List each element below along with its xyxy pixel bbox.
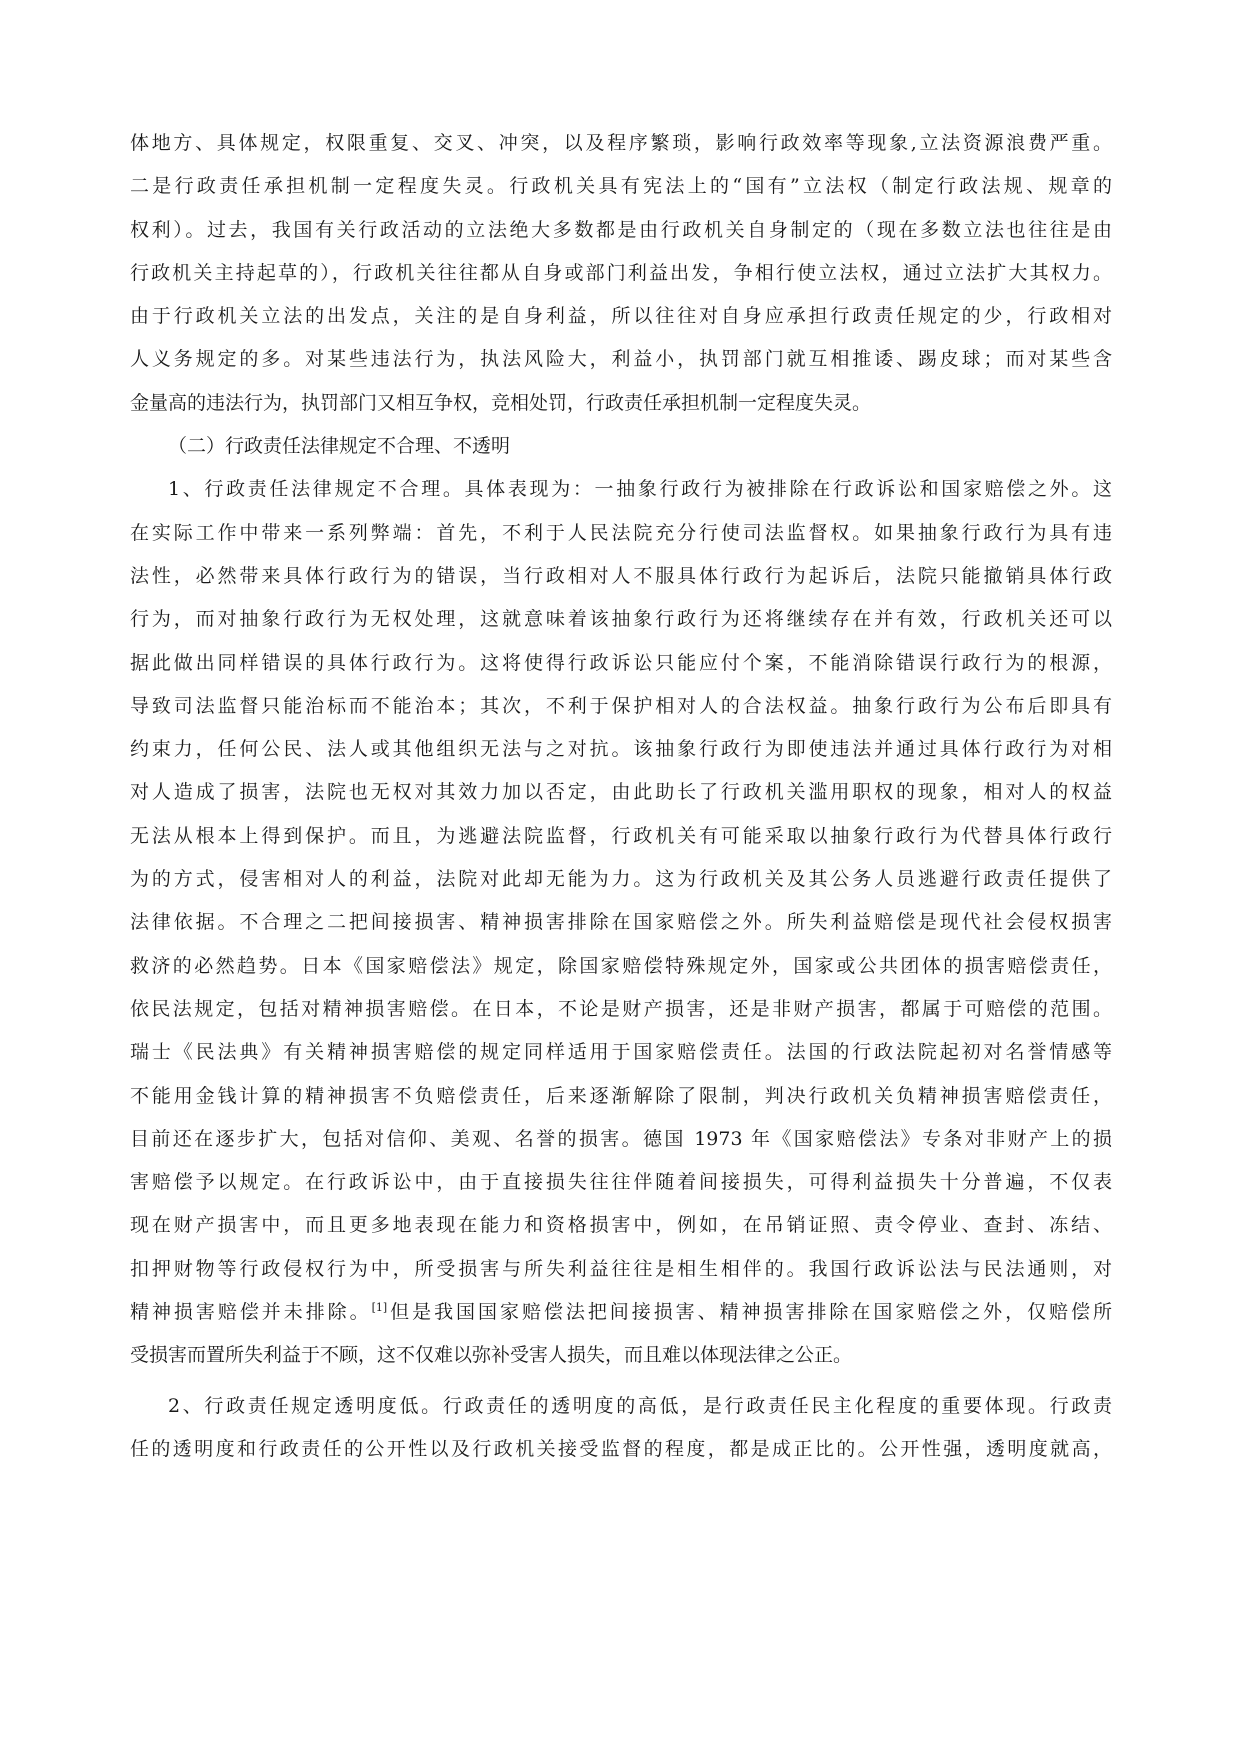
text-line: 害赔偿予以规定。在行政诉讼中，由于直接损失往往伴随着间接损失，可得利益损失十分普遍，不仅表 — [130, 1171, 1112, 1194]
text-line: 二是行政责任承担机制一定程度失灵。行政机关具有宪法上的“国有”立法权（制定行政法规、规章的 — [130, 175, 1112, 198]
text-line: 扣押财物等行政侵权行为中，所受损害与所失利益往往是相生相伴的。我国行政诉讼法与民法通则，对 — [130, 1257, 1112, 1280]
text-line: 行为，而对抽象行政行为无权处理，这就意味着该抽象行政行为还将继续存在并有效，行政机关还可以 — [130, 608, 1112, 631]
text-line: 瑞士《民法典》有关精神损害赔偿的规定同样适用于国家赔偿责任。法国的行政法院起初对名誉情感等 — [130, 1041, 1112, 1064]
text-line: 对人造成了损害，法院也无权对其效力加以否定，由此助长了行政机关滥用职权的现象，相对人的权益 — [130, 781, 1112, 804]
text-line: 目前还在逐步扩大，包括对信仰、美观、名誉的损害。德国 1973 年《国家赔偿法》专条对非财产上的损 — [130, 1127, 1112, 1150]
text-line: 不能用金钱计算的精神损害不负赔偿责任，后来逐渐解除了限制，判决行政机关负精神损害赔偿责任， — [130, 1084, 1112, 1107]
text-line: 为的方式，侵害相对人的利益，法院对此却无能为力。这为行政机关及其公务人员逃避行政责任提供了 — [130, 868, 1112, 891]
text-line: 在实际工作中带来一系列弊端：首先，不利于人民法院充分行使司法监督权。如果抽象行政行为具有违 — [130, 521, 1112, 544]
text-line: 无法从根本上得到保护。而且，为逃避法院监督，行政机关有可能采取以抽象行政行为代替具体行政行 — [130, 824, 1112, 847]
text-line: 依民法规定，包括对精神损害赔偿。在日本，不论是财产损害，还是非财产损害，都属于可赔偿的范围。 — [130, 997, 1112, 1020]
text-line: 约束力，任何公民、法人或其他组织无法与之对抗。该抽象行政行为即使违法并通过具体行政行为对相 — [130, 738, 1112, 761]
text-line: 2、行政责任规定透明度低。行政责任的透明度的高低，是行政责任民主化程度的重要体现。行政责 — [168, 1394, 1112, 1417]
text-line: 行政机关主持起草的），行政机关往往都从自身或部门利益出发，争相行使立法权，通过立法扩大其权力。 — [130, 261, 1112, 284]
text-line: 据此做出同样错误的具体行政行为。这将使得行政诉讼只能应付个案，不能消除错误行政行为的根源， — [130, 651, 1112, 674]
text-line-with-citation — [130, 1291, 1112, 1334]
text-line: 1、行政责任法律规定不合理。具体表现为：一抽象行政行为被排除在行政诉讼和国家赔偿之外。这 — [168, 478, 1112, 501]
text-line: 受损害而置所失利益于不顾，这不仅难以弥补受害人损失，而且难以体现法律之公正。 — [130, 1344, 853, 1367]
text-segment: 精神损害赔偿并未排除。 — [130, 1301, 372, 1324]
text-line: 救济的必然趋势。日本《国家赔偿法》规定，除国家赔偿特殊规定外，国家或公共团体的损害赔偿责任， — [130, 954, 1112, 977]
text-line: 任的透明度和行政责任的公开性以及行政机关接受监督的程度，都是成正比的。公开性强，透明度就高， — [130, 1437, 1112, 1460]
text-line: 法性，必然带来具体行政行为的错误，当行政相对人不服具体行政行为起诉后，法院只能撤销具体行政 — [130, 564, 1112, 587]
text-line: 法律依据。不合理之二把间接损害、精神损害排除在国家赔偿之外。所失利益赔偿是现代社会侵权损害 — [130, 911, 1112, 934]
text-line: 权利）。过去，我国有关行政活动的立法绝大多数都是由行政机关自身制定的（现在多数立法也往往是由 — [130, 218, 1112, 241]
section-heading: （二）行政责任法律规定不合理、不透明 — [168, 435, 511, 458]
text-line: 导致司法监督只能治标而不能治本；其次，不利于保护相对人的合法权益。抽象行政行为公布后即具有 — [130, 694, 1112, 717]
footnote-reference[interactable]: [1] — [371, 1301, 388, 1315]
text-line: 金量高的违法行为，执罚部门又相互争权，竞相处罚，行政责任承担机制一定程度失灵。 — [130, 391, 872, 414]
text-line: 体地方、具体规定，权限重复、交叉、冲突，以及程序繁琐，影响行政效率等现象,立法资源浪费严重。 — [130, 132, 1112, 154]
text-segment: 但是我国国家赔偿法把间接损害、精神损害排除在国家赔偿之外，仅赔偿所 — [387, 1301, 1112, 1324]
body-text — [130, 122, 1112, 1471]
text-line: 现在财产损害中，而且更多地表现在能力和资格损害中，例如，在吊销证照、责令停业、查封、冻结、 — [130, 1214, 1112, 1237]
text-line: 人义务规定的多。对某些违法行为，执法风险大，利益小，执罚部门就互相推诿、踢皮球；而对某些含 — [130, 348, 1112, 371]
text-line: 由于行政机关立法的出发点，关注的是自身利益，所以往往对自身应承担行政责任规定的少，行政相对 — [130, 305, 1112, 328]
